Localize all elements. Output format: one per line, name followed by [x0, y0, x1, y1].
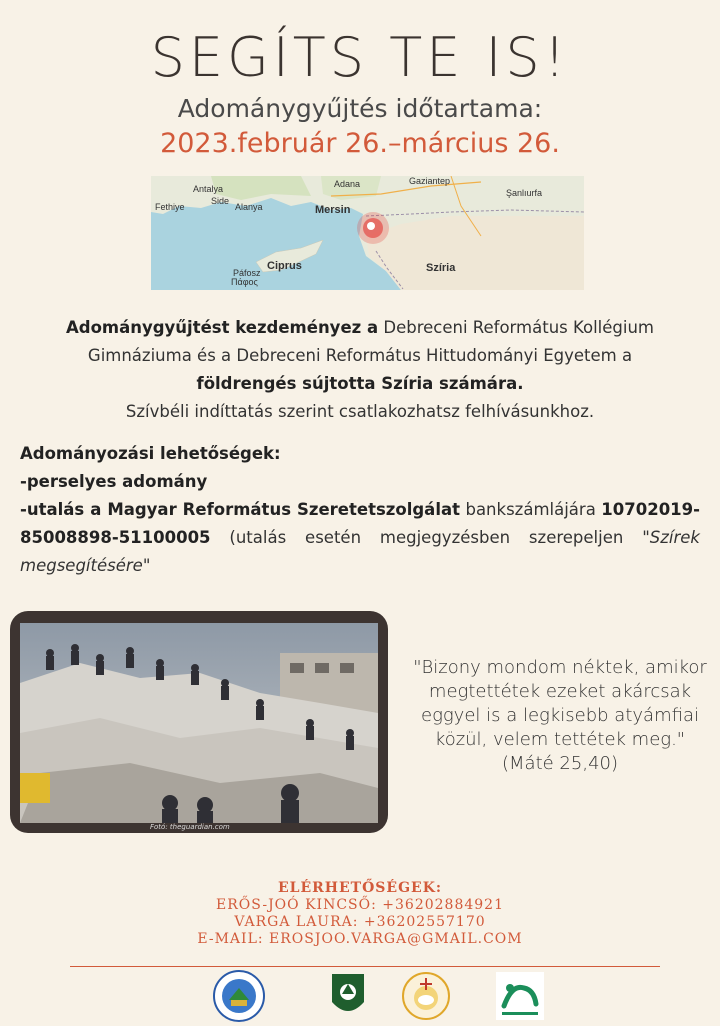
charity-logo-icon	[494, 970, 546, 1022]
map-label: Gaziantep	[409, 176, 451, 186]
bank-account-number: 10702019-85008898-51100005	[20, 500, 700, 547]
contacts-block	[0, 880, 720, 948]
intro-bold-cause: földrengés sújtotta Szíria számára.	[196, 374, 524, 393]
intro-text: Debreceni Református Kollégium Gimnáziuma és a Debreceni Református Hittudományi Egyetem a	[87, 318, 655, 365]
intro-paragraph	[20, 314, 700, 426]
transfer-note: (utalás esetén megjegyzésben szerepeljen "	[210, 528, 650, 547]
earthquake-photo-frame	[10, 611, 388, 833]
options-title: Adományozási lehetőségek:	[20, 444, 281, 463]
option-box-donation: -perselyes adomány	[20, 472, 208, 491]
contact-line: ERŐS-JOÓ KINCSŐ: +36202884921	[216, 897, 504, 913]
map-label: Adana	[334, 179, 361, 189]
photo-credit: Fotó: theguardian.com	[150, 823, 230, 831]
map-label: Mersin	[315, 204, 351, 216]
rubble-photo-graphic	[20, 623, 378, 823]
page-title: SEGÍTS TE IS!	[150, 26, 570, 89]
university-logo-icon	[322, 970, 374, 1022]
invitation-text: Szívbéli indíttatás szerint csatlakozhatsz felhívásunkhoz.	[125, 402, 595, 421]
transfer-note-italic: Szírek megsegítésére	[20, 528, 700, 575]
bible-quote: "Bizony mondom néktek, amikor megtettétek ezeket akárcsak eggyel is a legkisebb atyámfiai közül, velem tettétek meg."(Máté 25,40)	[413, 657, 707, 774]
map-label: Fethiye	[155, 202, 185, 212]
option-transfer-text: bankszámlájára	[460, 500, 596, 519]
church-logo-icon	[400, 970, 452, 1022]
map-label: Ciprus	[267, 260, 302, 272]
earthquake-map	[151, 176, 584, 290]
contact-line: VARGA LAURA: +36202557170	[234, 914, 486, 930]
divider	[70, 966, 660, 967]
map-label: Πάφος	[231, 277, 258, 287]
map-label: Alanya	[235, 202, 263, 212]
map-label: Páfosz	[233, 268, 261, 278]
map-label: Side	[211, 196, 230, 206]
contact-email: E-MAIL: EROSJOO.VARGA@GMAIL.COM	[197, 931, 523, 947]
transfer-note-end: "	[142, 556, 151, 575]
map-label: Antalya	[193, 184, 224, 194]
map-label: Şanlıurfa	[506, 188, 543, 198]
donation-options	[20, 440, 700, 580]
intro-bold: Adománygyűjtést kezdeményez a	[65, 318, 379, 337]
option-transfer-bold: -utalás a Magyar Református Szeretetszolgálat	[20, 500, 460, 519]
campaign-dates: 2023.február 26.–március 26.	[160, 128, 560, 159]
college-logo-icon	[213, 970, 265, 1022]
earthquake-photo	[20, 623, 378, 823]
map-label: Szíria	[426, 262, 456, 274]
campaign-duration-label: Adománygyűjtés időtartama:	[177, 94, 543, 123]
option-transfer	[20, 496, 700, 580]
contacts-heading: ELÉRHETŐSÉGEK:	[277, 880, 443, 896]
